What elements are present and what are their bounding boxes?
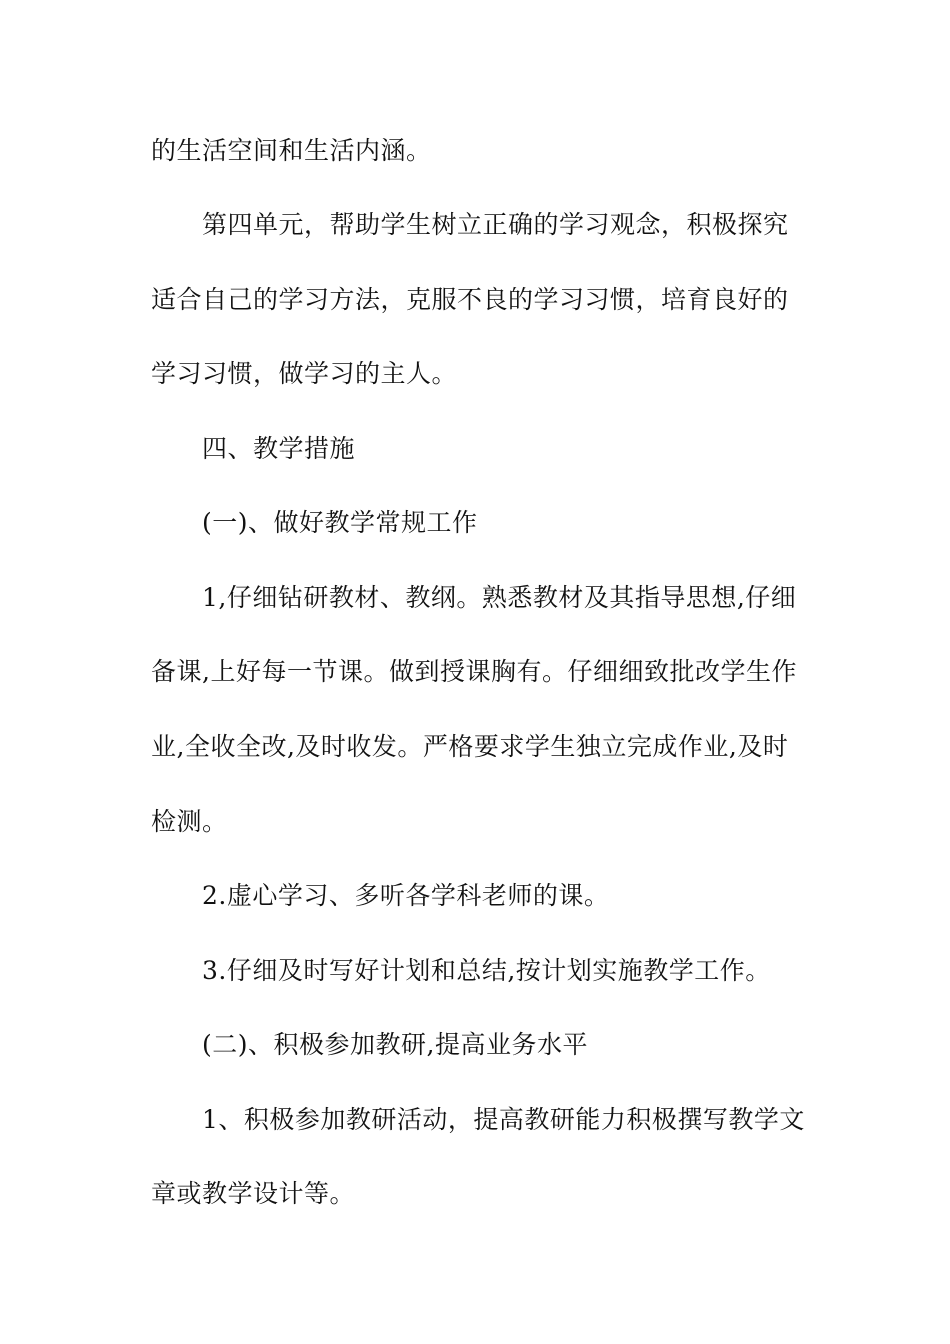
- paragraph-line: 章或教学设计等。: [151, 1179, 356, 1208]
- paragraph-line: 1,仔细钻研教材、教纲。熟悉教材及其指导思想,仔细: [202, 583, 797, 612]
- paragraph-line: 适合自己的学习方法，克服不良的学习习惯，培育良好的: [151, 285, 789, 314]
- paragraph-line: 3.仔细及时写好计划和总结,按计划实施教学工作。: [202, 956, 771, 985]
- paragraph-line: 业,全收全改,及时收发。严格要求学生独立完成作业,及时: [151, 732, 789, 761]
- paragraph-line: 2.虚心学习、多听各学科老师的课。: [202, 881, 610, 910]
- paragraph-line: 的生活空间和生活内涵。: [151, 136, 432, 165]
- paragraph-line: 第四单元，帮助学生树立正确的学习观念，积极探究: [202, 210, 789, 239]
- paragraph-line: 备课,上好每一节课。做到授课胸有。仔细细致批改学生作: [151, 657, 797, 686]
- subsection-heading: (一)、做好教学常规工作: [202, 508, 478, 537]
- paragraph-line: 学习习惯，做学习的主人。: [151, 359, 458, 388]
- paragraph-line: 检测。: [151, 807, 228, 836]
- subsection-heading: (二)、积极参加教研,提高业务水平: [202, 1030, 588, 1059]
- paragraph-line: 1、积极参加教研活动，提高教研能力积极撰写教学文: [202, 1105, 805, 1134]
- section-heading: 四、教学措施: [202, 434, 356, 463]
